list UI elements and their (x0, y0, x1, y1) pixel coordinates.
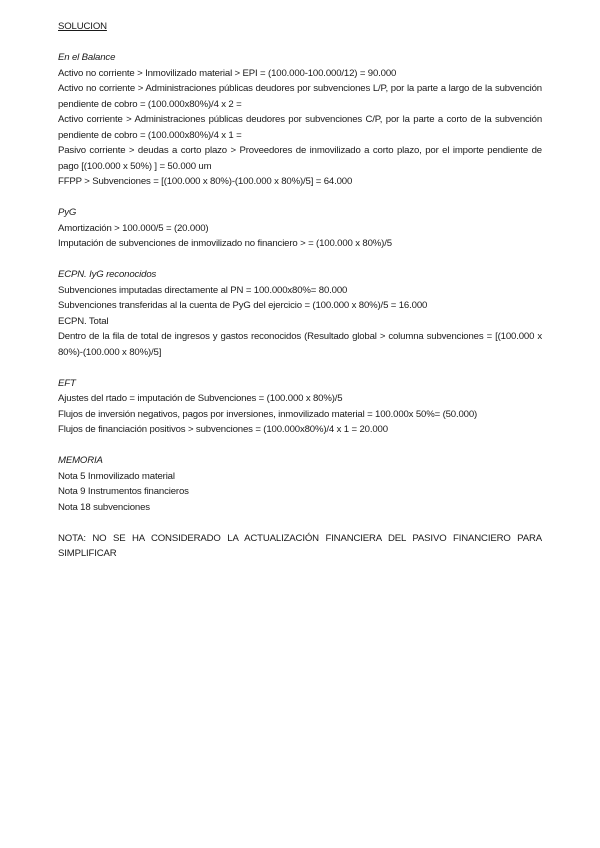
pyg-line-2: Imputación de subvenciones de inmovilizado no financiero > = (100.000 x 80%)/5 (58, 238, 392, 249)
section-pyg (58, 205, 542, 252)
ecpn-line-1: Subvenciones imputadas directamente al PN = 100.000x80%= 80.000 (58, 284, 348, 296)
memoria-line-2: Nota 9 Instrumentos financieros (58, 486, 189, 497)
section-eft (58, 376, 542, 438)
spacer (58, 360, 542, 376)
eft-line-3: Flujos de financiación positivos > subvenciones = (100.000x80%)/4 x 1 = 20.000 (58, 424, 388, 435)
section-heading-eft: EFT (58, 377, 76, 389)
spacer (58, 515, 542, 531)
balance-line-4: Pasivo corriente > deudas a corto plazo > Proveedores de inmovilizado a corto plazo, por el importe pendiente de pago [(100.000 x 50%) ] = 50.000 um (58, 145, 542, 172)
spacer (58, 438, 542, 454)
section-memoria (58, 453, 542, 515)
eft-line-2: Flujos de inversión negativos, pagos por inversiones, inmovilizado material = 100.000x 50%= (50.000) (58, 408, 478, 420)
spacer (58, 190, 542, 206)
balance-line-2: Activo no corriente > Administraciones públicas deudores por subvenciones L/P, por la parte a largo de la subvención pendiente de cobro = (100.000x80%)/4 x 2 = (58, 83, 542, 110)
ecpn-line-4: Dentro de la fila de total de ingresos y gastos reconocidos (Resultado global > columna subvenciones = [(100.000 x 80%)-(100.000 x 80%)/5] (58, 331, 542, 358)
section-heading-memoria: MEMORIA (58, 455, 103, 466)
spacer (58, 35, 542, 51)
ecpn-line-2: Subvenciones transferidas al la cuenta de PyG del ejercicio = (100.000 x 80%)/5 = 16.000 (58, 300, 428, 311)
memoria-line-3: Nota 18 subvenciones (58, 501, 150, 513)
balance-line-1: Activo no corriente > Inmovilizado material > EPI = (100.000-100.000/12) = 90.000 (58, 67, 397, 79)
section-heading-pyg: PyG (58, 207, 77, 218)
balance-line-5: FFPP > Subvenciones = [(100.000 x 80%)-(100.000 x 80%)/5] = 64.000 (58, 176, 353, 187)
pyg-line-1: Amortización > 100.000/5 = (20.000) (58, 222, 209, 234)
nota-text: NOTA: NO SE HA CONSIDERADO LA ACTUALIZACIÓN FINANCIERA DEL PASIVO FINANCIERO PARA SIMPLIFICAR (58, 532, 542, 559)
spacer (58, 252, 542, 268)
section-heading-ecpn: ECPN. IyG reconocidos (58, 269, 157, 280)
section-balance (58, 50, 542, 190)
document-title: SOLUCION (58, 21, 107, 32)
memoria-line-1: Nota 5 Inmovilizado material (58, 470, 175, 482)
eft-line-1: Ajustes del rtado = imputación de Subvenciones = (100.000 x 80%)/5 (58, 393, 343, 404)
ecpn-line-3: ECPN. Total (58, 315, 109, 327)
balance-line-3: Activo corriente > Administraciones públicas deudores por subvenciones C/P, por la parte a corto de la subvención pendiente de cobro = (100.000x80%)/4 x 1 = (58, 114, 542, 141)
section-ecpn (58, 267, 542, 360)
section-heading-balance: En el Balance (58, 52, 116, 63)
